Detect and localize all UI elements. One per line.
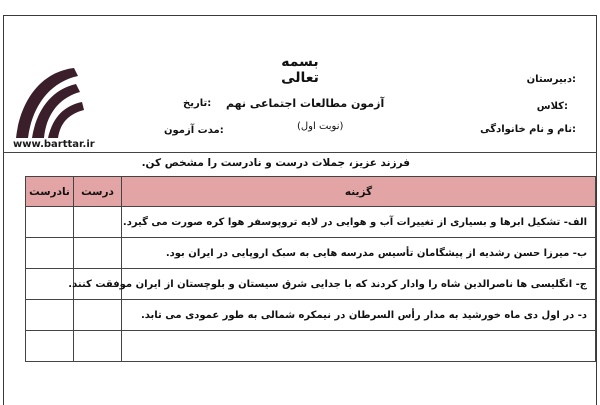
- class-label: کلاس:: [536, 101, 568, 112]
- header-divider: [3, 152, 597, 153]
- instruction: فرزند عزیز، جملات درست و نادرست را مشخص کن.: [141, 157, 410, 169]
- correct-cell[interactable]: [74, 238, 122, 269]
- correct-cell[interactable]: [74, 331, 122, 362]
- statement-text: [122, 331, 596, 362]
- page-title: بسمه تعالی: [281, 54, 319, 86]
- statement-text: ب- میرزا حسن رشدیه از پیشگامان تأسیس مدرسه هایی به سبک اروپایی در ایران بود.: [122, 238, 596, 269]
- incorrect-cell[interactable]: [26, 207, 74, 238]
- question-table: [25, 176, 596, 362]
- column-correct: درست: [74, 177, 122, 207]
- incorrect-cell[interactable]: [26, 238, 74, 269]
- duration-label: مدت آزمون:: [164, 125, 224, 136]
- name-label: نام و نام خانوادگی:: [480, 124, 576, 135]
- statement-text: د- در اول دی ماه خورشید به مدار رأس السرطان در نیمکره شمالی به طور عمودی می تابد.: [122, 300, 596, 331]
- school-label: دبیرستان:: [526, 74, 576, 85]
- barttar-logo: [12, 62, 92, 140]
- incorrect-cell[interactable]: [26, 331, 74, 362]
- column-incorrect: نادرست: [26, 177, 74, 207]
- table-row: [26, 238, 596, 269]
- statement-text: ج- انگلیسی ها ناصرالدین شاه را وادار کردند که با جدایی شرق سیستان و بلوچستان از ایران موفقت کنند.: [122, 269, 596, 300]
- exam-title: آزمون مطالعات اجتماعی نهم: [226, 97, 385, 110]
- column-option: گزینه: [122, 177, 596, 207]
- table-row: [26, 207, 596, 238]
- table-row: [26, 331, 596, 362]
- correct-cell[interactable]: [74, 300, 122, 331]
- date-label: تاریخ:: [183, 98, 212, 109]
- round-label: (نوبت اول): [297, 121, 344, 132]
- table-row: [26, 300, 596, 331]
- correct-cell[interactable]: [74, 207, 122, 238]
- statement-text: الف- تشکیل ابرها و بسیاری از تغییرات آب و هوایی در لایه تروپوسفر هوا کره صورت می گیرد.: [122, 207, 596, 238]
- incorrect-cell[interactable]: [26, 300, 74, 331]
- table-header-row: [26, 177, 596, 207]
- incorrect-cell[interactable]: [26, 269, 74, 300]
- table-row: [26, 269, 596, 300]
- site-url: www.barttar.ir: [13, 139, 95, 150]
